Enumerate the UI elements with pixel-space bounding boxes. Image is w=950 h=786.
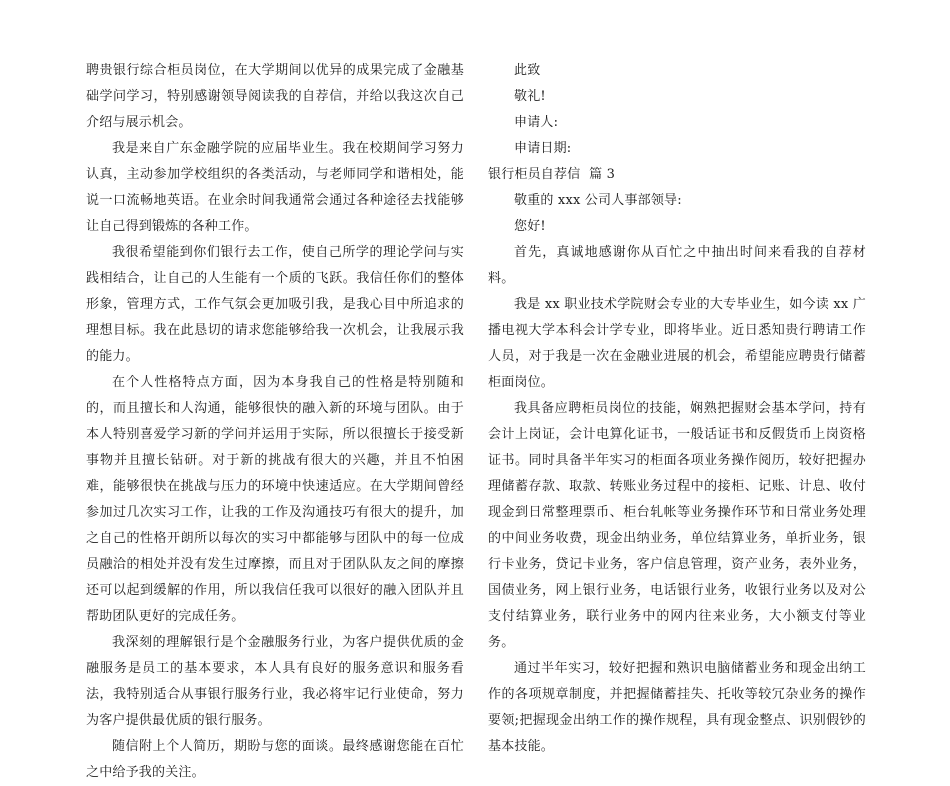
- left-paragraph-4: 在个人性格特点方面，因为本身我自己的性格是特别随和的，而且擅长和人沟通，能够很快的融入新的环境与团队。由于本人特别喜爱学习新的学问并运用于实际，所以很擅长于接受新事物并且擅长钻研。对于新的挑战有很大的兴趣，并且不怕困难，能够很快在挑战与压力的环境中快速适应。在大学期间曾经参加过几次实习工作，让我的工作及沟通技巧有很大的提升，加之自己的性格开朗所以每次的实习中都能够与团队中的每一位成员融洽的相处并没有发生过摩擦，而且对于团队队友之间的摩擦还可以起到缓解的作用，所以我信任我可以很好的融入团队并且帮助团队更好的完成任务。: [86, 375, 464, 624]
- left-column: [86, 58, 464, 786]
- closing-line-salute: 敬礼!: [514, 89, 546, 104]
- closing-line-applicant: 申请人:: [514, 115, 559, 130]
- right-column: [488, 58, 866, 760]
- left-paragraph-3: 我很希望能到你们银行去工作，使自己所学的理论学问与实践相结合，让自己的人生能有一个质的飞跃。我信任你们的整体形象，管理方式，工作气氛会更加吸引我，是我心目中所追求的理想目标。我在此恳切的请求您能够给我一次机会，让我展示我的能力。: [86, 245, 464, 364]
- right-paragraph-2: 我是 xx 职业技术学院财会专业的大专毕业生，如今读 xx 广播电视大学本科会计学专业，即将毕业。近日悉知贵行聘请工作人员，对于我是一次在金融业进展的机会，希望能应聘贵行储蓄柜面岗位。: [488, 297, 866, 390]
- left-paragraph-2: 我是来自广东金融学院的应届毕业生。我在校期间学习努力认真，主动参加学校组织的各类活动，与老师同学和谐相处，能说一口流畅地英语。在业余时间我通常会通过各种途径去找能够让自己得到锻炼的各种工作。: [86, 141, 464, 234]
- left-paragraph-1: 聘贵银行综合柜员岗位，在大学期间以优异的成果完成了金融基础学问学习，特别感谢领导阅读我的自荐信，并给以我这次自己介绍与展示机会。: [86, 63, 464, 130]
- left-paragraph-5: 我深刻的理解银行是个金融服务行业，为客户提供优质的金融服务是员工的基本要求，本人具有良好的服务意识和服务看法，我特别适合从事银行服务行业，我必将牢记行业使命，努力为客户提供最优质的银行服务。: [86, 635, 464, 728]
- greeting: 您好!: [514, 219, 546, 234]
- closing-line-date: 申请日期:: [514, 141, 572, 156]
- section-heading: 银行柜员自荐信 篇 3: [488, 167, 616, 182]
- right-paragraph-4: 通过半年实习，较好把握和熟识电脑储蓄业务和现金出纳工作的各项规章制度，并把握储蓄挂失、托收等较冗杂业务的操作要领;把握现金出纳工作的操作规程，具有现金整点、识别假钞的基本技能。: [488, 661, 866, 754]
- right-paragraph-1: 首先，真诚地感谢你从百忙之中抽出时间来看我的自荐材料。: [488, 245, 866, 286]
- left-paragraph-6: 随信附上个人简历，期盼与您的面谈。最终感谢您能在百忙之中给予我的关注。: [86, 739, 464, 780]
- salutation: 敬重的 xxx 公司人事部领导:: [514, 193, 682, 208]
- right-paragraph-3: 我具备应聘柜员岗位的技能，娴熟把握财会基本学问，持有会计上岗证，会计电算化证书，一般话证书和反假货币上岗资格证书。同时具备半年实习的柜面各项业务操作阅历，较好把握办理储蓄存款、取款、转账业务过程中的接柜、记账、计息、收付现金到日常整理票币、柜台轧帐等业务操作环节和日常业务处理的中间业务收费，现金出纳业务，单位结算业务，单折业务，银行卡业务，贷记卡业务，客户信息管理，资产业务，表外业务，国债业务，网上银行业务，电话银行业务，收银行业务以及对公支付结算业务，联行业务中的网内往来业务，大小额支付等业务。: [488, 401, 866, 650]
- closing-line-respect: 此致: [514, 63, 541, 78]
